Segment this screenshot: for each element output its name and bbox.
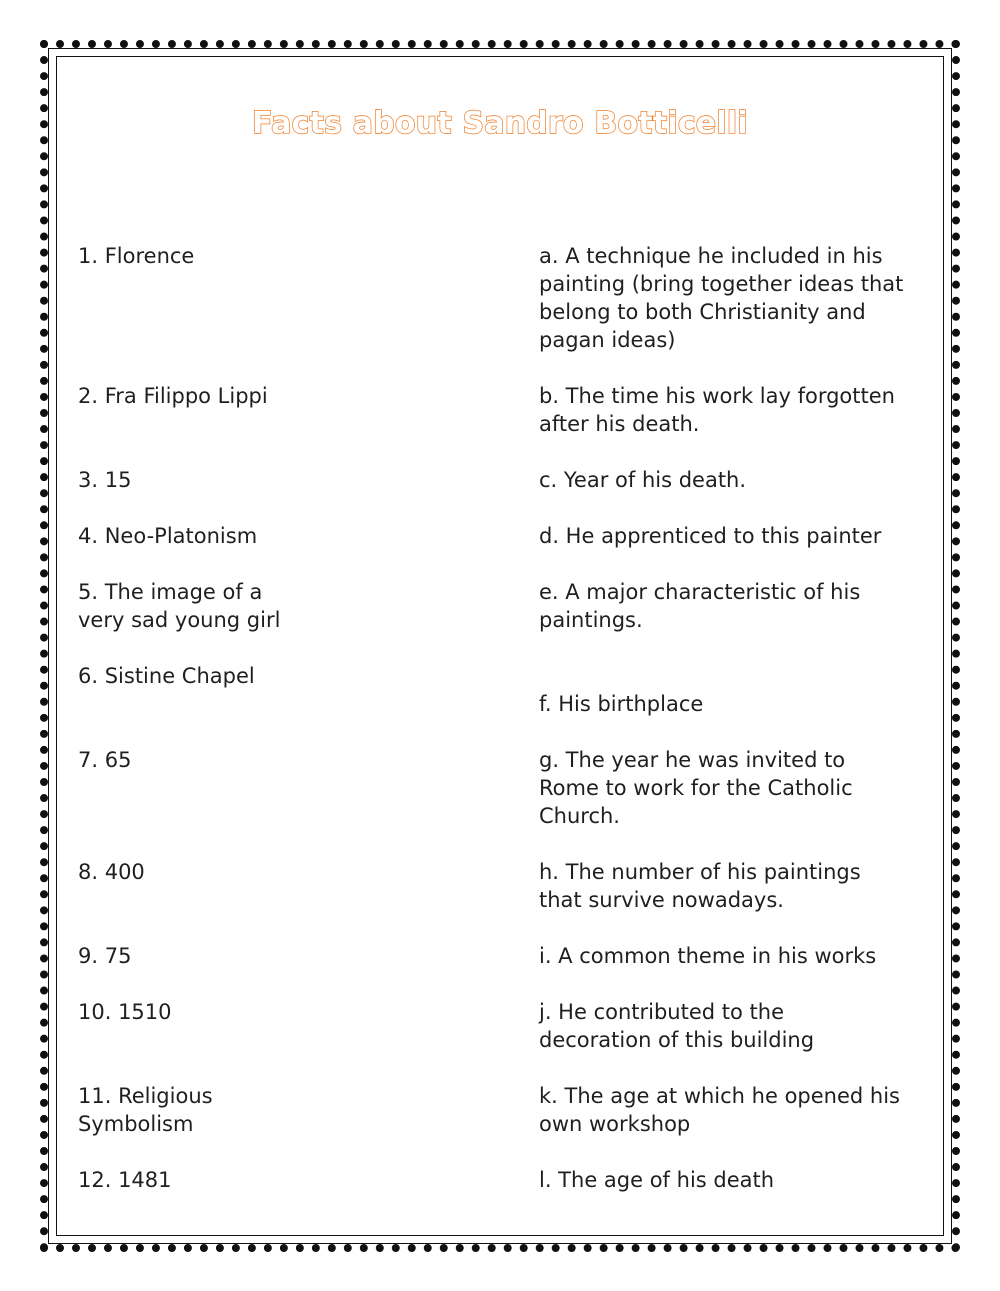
page-border-inner: [56, 56, 944, 1236]
term-6: 6. Sistine Chapel: [78, 664, 255, 688]
term-4: 4. Neo-Platonism: [78, 524, 258, 548]
term-2: 2. Fra Filippo Lippi: [78, 384, 268, 408]
definition-j: j. He contributed to the decoration of this building: [539, 1000, 815, 1052]
page-border: [40, 40, 960, 1252]
term-9: 9. 75: [78, 944, 132, 968]
definition-e: e. A major characteristic of his paintings.: [539, 580, 861, 632]
term-7: 7. 65: [78, 748, 132, 772]
definition-l: l. The age of his death: [539, 1168, 775, 1192]
term-3: 3. 15: [78, 468, 132, 492]
definition-a: a. A technique he included in his painting (bring together ideas that belong to both Christianity and pagan ideas): [539, 244, 904, 352]
definition-c: c. Year of his death.: [539, 468, 747, 492]
definition-b: b. The time his work lay forgotten after his death.: [539, 384, 895, 436]
term-8: 8. 400: [78, 860, 145, 884]
definition-h: h. The number of his paintings that survive nowadays.: [539, 860, 861, 912]
term-12: 12. 1481: [78, 1168, 172, 1192]
term-5: 5. The image of a very sad young girl: [78, 580, 281, 632]
term-1: 1. Florence: [78, 244, 195, 268]
definition-k: k. The age at which he opened his own workshop: [539, 1084, 900, 1136]
definition-d: d. He apprenticed to this painter: [539, 524, 882, 548]
page-title: Facts about Sandro Botticelli: [252, 106, 748, 141]
definition-g: g. The year he was invited to Rome to work for the Catholic Church.: [539, 748, 853, 828]
term-10: 10. 1510: [78, 1000, 172, 1024]
definition-f: f. His birthplace: [539, 692, 704, 716]
term-11: 11. Religious Symbolism: [78, 1084, 213, 1136]
definition-i: i. A common theme in his works: [539, 944, 877, 968]
